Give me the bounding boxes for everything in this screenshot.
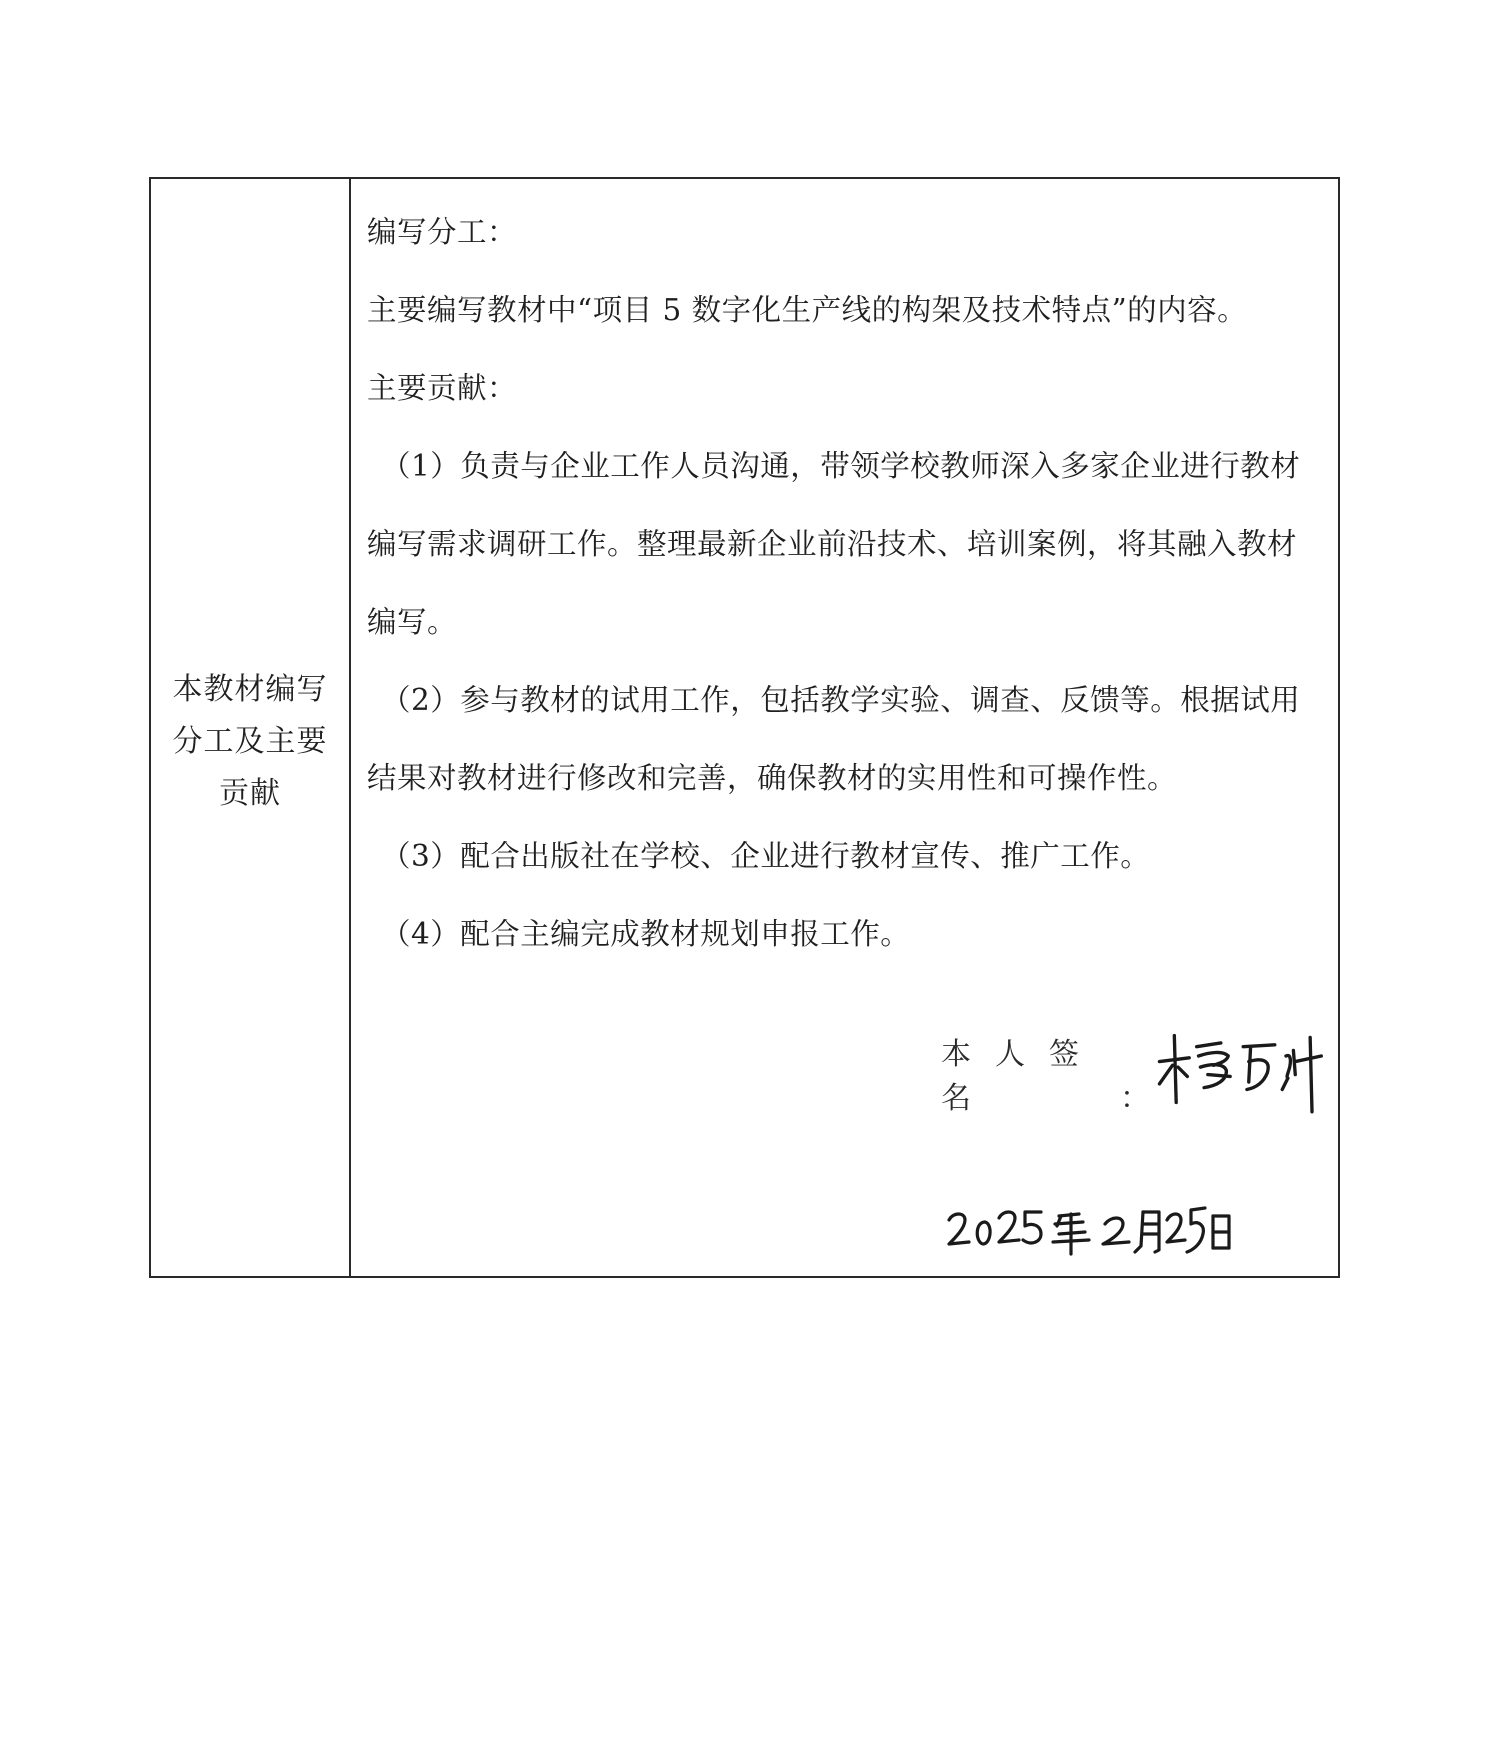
signature-row	[941, 1021, 1338, 1117]
content-cell	[351, 179, 1338, 1276]
contribution-item: （3）配合出版社在学校、企业进行教材宣传、推广工作。	[381, 839, 1151, 873]
row-label: 本教材编写分工及主要贡献	[172, 671, 328, 811]
handwritten-date	[943, 1202, 1233, 1258]
contribution-item: 结果对教材进行修改和完善，确保教材的实用性和可操作性。	[367, 761, 1178, 795]
division-heading: 编写分工：	[367, 215, 518, 249]
contribution-heading: 主要贡献：	[367, 371, 518, 405]
label-cell	[151, 179, 351, 1276]
contribution-item: 编写需求调研工作。整理最新企业前沿技术、培训案例，将其融入教材	[367, 527, 1298, 561]
signature-label: 本人签名	[941, 1037, 1103, 1116]
handwritten-signature	[1152, 1021, 1338, 1117]
contribution-item: 编写。	[367, 605, 458, 639]
contribution-item: （4）配合主编完成教材规划申报工作。	[381, 917, 911, 951]
division-text: 主要编写教材中“项目 5 数字化生产线的构架及技术特点”的内容。	[367, 293, 1248, 327]
signature-colon: ：	[1119, 1081, 1150, 1116]
contribution-form-table	[149, 177, 1340, 1278]
contribution-item: （2）参与教材的试用工作，包括教学实验、调查、反馈等。根据试用	[381, 683, 1301, 717]
contribution-item: （1）负责与企业工作人员沟通，带领学校教师深入多家企业进行教材	[381, 449, 1301, 483]
